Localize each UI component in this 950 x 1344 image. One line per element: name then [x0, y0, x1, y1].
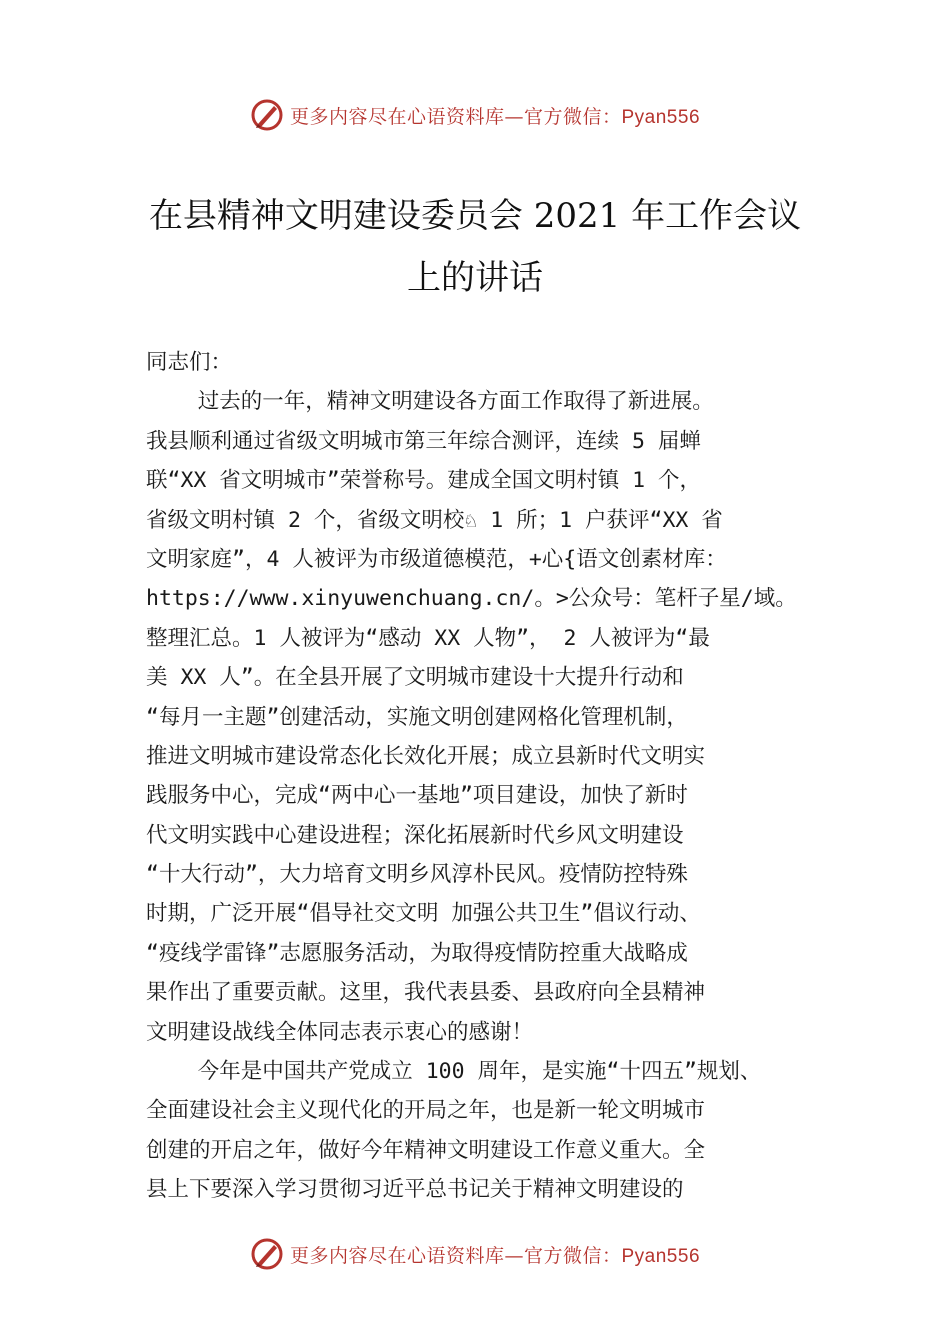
- body-line: 代文明实践中心建设进程；深化拓展新时代乡风文明建设: [146, 822, 684, 848]
- title-line-2: 上的讲话: [407, 258, 543, 298]
- header-banner-text: 更多内容尽在心语资料库—官方微信：Pyan556: [289, 105, 701, 128]
- body-line: 今年是中国共产党成立 100 周年，是实施“十四五”规划、: [146, 1059, 762, 1085]
- body-line: 践服务中心，完成“两中心一基地”项目建设，加快了新时: [146, 783, 688, 809]
- body-line: 全面建设社会主义现代化的开局之年，也是新一轮文明城市: [146, 1098, 706, 1124]
- speech-body: [146, 343, 846, 1210]
- body-line: 创建的开启之年，做好今年精神文明建设工作意义重大。全: [146, 1137, 706, 1163]
- header-banner: [0, 95, 950, 135]
- body-line: 文明建设战线全体同志表示衷心的感谢！: [146, 1019, 534, 1045]
- body-line: “每月一主题”创建活动，实施文明创建网格化管理机制，: [146, 704, 688, 730]
- body-line: https://www.xinyuwenchuang.cn/。>公众号：笔杆子星/域。: [146, 586, 797, 612]
- body-line: 省级文明村镇 2 个，省级文明校♘ 1 所；1 户获评“XX 省: [146, 507, 723, 533]
- body-line: 时期，广泛开展“倡导社交文明 加强公共卫生”倡议行动、: [146, 901, 701, 927]
- body-line: 推进文明城市建设常态化长效化开展；成立县新时代文明实: [146, 743, 706, 769]
- footer-banner: [0, 1234, 950, 1274]
- body-line: 文明家庭”，4 人被评为市级道德模范，+心{语文创素材库：: [146, 546, 727, 572]
- body-line: 联“XX 省文明城市”荣誉称号。建成全国文明村镇 1 个，: [146, 468, 702, 494]
- body-line: 果作出了重要贡献。这里，我代表县委、县政府向全县精神: [146, 980, 706, 1006]
- document-title: [100, 185, 850, 309]
- header-wechat-handle: Pyan556: [621, 106, 701, 128]
- title-line-1: 在县精神文明建设委员会 2021 年工作会议: [148, 196, 802, 236]
- body-line: 美 XX 人”。在全县开展了文明城市建设十大提升行动和: [146, 665, 684, 691]
- body-line: 整理汇总。1 人被评为“感动 XX 人物”， 2 人被评为“最: [146, 625, 710, 651]
- body-line: “十大行动”，大力培育文明乡风淳朴民风。疫情防控特殊: [146, 862, 688, 888]
- footer-banner-text: 更多内容尽在心语资料库—官方微信：Pyan556: [289, 1244, 701, 1267]
- footer-wechat-handle: Pyan556: [621, 1245, 701, 1267]
- body-line: 过去的一年，精神文明建设各方面工作取得了新进展。: [146, 389, 714, 415]
- pen-logo-icon: [250, 1237, 284, 1271]
- body-line: 同志们：: [146, 350, 233, 375]
- body-line: 我县顺利通过省级文明城市第三年综合测评，连续 5 届蝉: [146, 428, 701, 454]
- body-line: 县上下要深入学习贯彻习近平总书记关于精神文明建设的: [146, 1177, 684, 1203]
- pen-logo-icon: [250, 98, 284, 132]
- body-line: “疫线学雷锋”志愿服务活动，为取得疫情防控重大战略成: [146, 940, 688, 966]
